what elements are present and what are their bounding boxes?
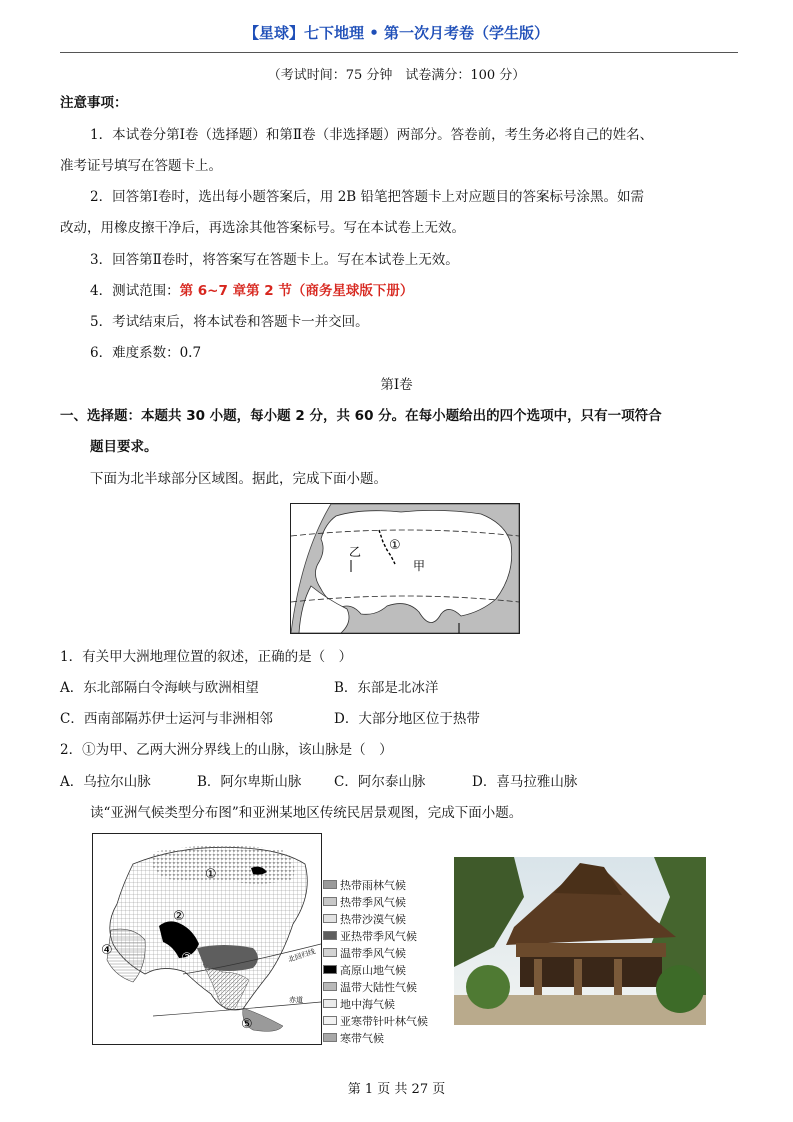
legend-item bbox=[323, 961, 448, 978]
legend-item bbox=[323, 978, 448, 995]
legend-label: 温带季风气候 bbox=[340, 946, 406, 960]
legend-item bbox=[323, 893, 448, 910]
volume-title: 第Ⅰ卷 bbox=[380, 377, 413, 393]
climate-legend bbox=[323, 876, 448, 1046]
map2-mark-2: ② bbox=[173, 909, 185, 924]
group1-intro: 下面为北半球部分区域图。据此，完成下面小题。 bbox=[90, 471, 387, 487]
legend-item bbox=[323, 944, 448, 961]
legend-swatch bbox=[323, 965, 337, 974]
map2-mark-4: ④ bbox=[101, 943, 113, 958]
map1-label-jia: 甲 bbox=[413, 559, 426, 573]
legend-swatch bbox=[323, 931, 337, 940]
legend-label: 热带雨林气候 bbox=[340, 878, 406, 892]
notice-item-4-prefix: 4．测试范围： bbox=[90, 283, 180, 299]
q2-option-b: B．阿尔卑斯山脉 bbox=[197, 774, 302, 790]
legend-swatch bbox=[323, 880, 337, 889]
notice-item-2-line-1: 2．回答第Ⅰ卷时，选出每小题答案后，用 2B 铅笔把答题卡上对应题目的答案标号涂黑。如需 bbox=[90, 189, 645, 205]
exam-meta: （考试时间：75 分钟 试卷满分：100 分） bbox=[267, 68, 526, 83]
legend-swatch bbox=[323, 948, 337, 957]
q2-option-c: C．阿尔泰山脉 bbox=[334, 774, 426, 790]
legend-label: 高原山地气候 bbox=[340, 963, 406, 977]
map2-mark-5: ⑤ bbox=[241, 1017, 253, 1032]
legend-label: 亚寒带针叶林气候 bbox=[340, 1014, 428, 1028]
legend-label: 热带季风气候 bbox=[340, 895, 406, 909]
section-instruction-line-2: 题目要求。 bbox=[90, 439, 158, 455]
notice-item-5: 5．考试结束后，将本试卷和答题卡一并交回。 bbox=[90, 314, 369, 330]
legend-label: 地中海气候 bbox=[340, 997, 395, 1011]
notice-item-6: 6．难度系数：0.7 bbox=[90, 345, 202, 361]
tropic-label: 北回归线 bbox=[287, 947, 317, 964]
legend-item bbox=[323, 876, 448, 893]
asia-climate-map bbox=[92, 833, 322, 1045]
legend-item bbox=[323, 1012, 448, 1029]
legend-item bbox=[323, 927, 448, 944]
legend-swatch bbox=[323, 982, 337, 991]
map1-label-yi: 乙 bbox=[349, 545, 362, 559]
legend-swatch bbox=[323, 914, 337, 923]
northern-hemisphere-map-svg bbox=[291, 504, 519, 633]
legend-label: 温带大陆性气候 bbox=[340, 980, 417, 994]
q1-stem: 1．有关甲大洲地理位置的叙述，正确的是（ ） bbox=[60, 649, 353, 665]
group2-intro: 读“亚洲气候类型分布图”和亚洲某地区传统民居景观图，完成下面小题。 bbox=[90, 805, 523, 821]
equator-label: 赤道 bbox=[289, 996, 303, 1004]
asia-climate-map-svg bbox=[93, 834, 321, 1044]
test-range: 第 6~7 章第 2 节（商务星球版下册） bbox=[179, 283, 414, 299]
notice-item-1-line-2: 准考证号填写在答题卡上。 bbox=[60, 158, 222, 174]
section-instruction-line-1: 一、选择题：本题共 30 小题，每小题 2 分，共 60 分。在每小题给出的四个选项中，只有一项符合 bbox=[60, 408, 662, 424]
notice-item-1-line-1: 1．本试卷分第Ⅰ卷（选择题）和第Ⅱ卷（非选择题）两部分。答卷前，考生务必将自己的姓名、 bbox=[90, 127, 654, 143]
map1-label-one: ① bbox=[389, 538, 401, 553]
q1-option-d: D．大部分地区位于热带 bbox=[334, 711, 480, 727]
traditional-house-photo-svg bbox=[454, 857, 706, 1025]
q2-option-d: D．喜马拉雅山脉 bbox=[472, 774, 578, 790]
legend-item bbox=[323, 995, 448, 1012]
legend-swatch bbox=[323, 1033, 337, 1042]
northern-hemisphere-map bbox=[290, 503, 520, 634]
notice-item-3: 3．回答第Ⅱ卷时，将答案写在答题卡上。写在本试卷上无效。 bbox=[90, 252, 459, 268]
legend-label: 热带沙漠气候 bbox=[340, 912, 406, 926]
legend-swatch bbox=[323, 897, 337, 906]
legend-swatch bbox=[323, 999, 337, 1008]
q2-stem: 2．①为甲、乙两大洲分界线上的山脉，该山脉是（ ） bbox=[60, 742, 393, 758]
q2-option-a: A．乌拉尔山脉 bbox=[60, 774, 151, 790]
q1-option-a: A．东北部隔白令海峡与欧洲相望 bbox=[60, 680, 259, 696]
q1-option-c: C．西南部隔苏伊士运河与非洲相邻 bbox=[60, 711, 273, 727]
map2-mark-1: ① bbox=[205, 867, 217, 882]
traditional-house-photo bbox=[454, 857, 706, 1025]
notice-heading: 注意事项： bbox=[60, 95, 128, 111]
map2-mark-3: ③ bbox=[181, 951, 193, 966]
q1-option-b: B．东部是北冰洋 bbox=[334, 680, 439, 696]
legend-label: 寒带气候 bbox=[340, 1031, 384, 1045]
legend-label: 亚热带季风气候 bbox=[340, 929, 417, 943]
notice-item-2-line-2: 改动，用橡皮擦干净后，再选涂其他答案标号。写在本试卷上无效。 bbox=[60, 220, 465, 236]
header-title: 【星球】七下地理 • 第一次月考卷（学生版） bbox=[243, 24, 550, 42]
legend-item bbox=[323, 1029, 448, 1046]
legend-item bbox=[323, 910, 448, 927]
notice-item-4 bbox=[90, 281, 413, 301]
legend-swatch bbox=[323, 1016, 337, 1025]
header-divider bbox=[60, 52, 738, 53]
page-number: 第 1 页 共 27 页 bbox=[347, 1082, 446, 1097]
